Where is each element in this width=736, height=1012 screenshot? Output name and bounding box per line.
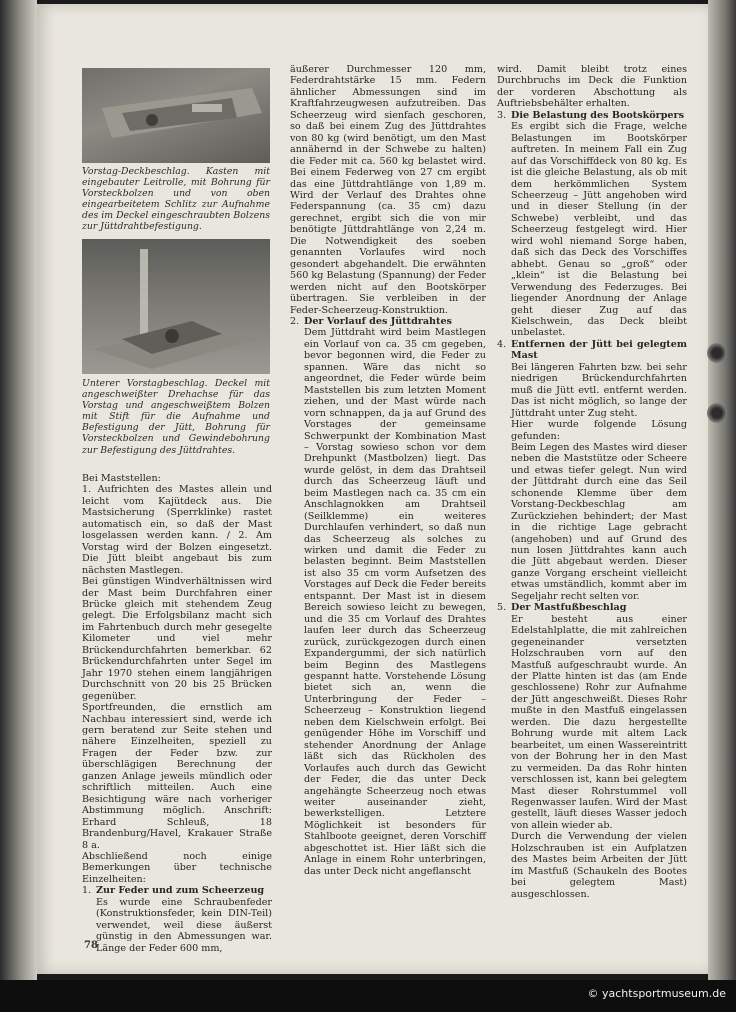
paragraph: Durch die Verwendung der vielen Holzschrauben ist ein Aufplatzen des Mastes beim Arbeiten der Jütt im Mastfuß (Schaukeln des Bootes bei gelegtem Mast) ausgeschlossen. [511, 831, 687, 900]
list-number: 3. [497, 109, 507, 121]
column-middle [290, 64, 486, 877]
paragraph: Es ergibt sich die Frage, welche Belastungen im Bootskörper auftreten. In meinem Fall ein Zug auf das Vorschiffdeck von 80 kg. Es ist die gleiche Belastung, als ob mit dem herkömmlichen System Scheerzeug – Jütt angehoben wird und in dieser Stellung (in der Schwebe) verbleibt, und das Scheerzeug festgelegt wird. Hier wird wohl niemand Sorge haben, daß sich das Deck des Vorschiffes abhebt. Genau so „groß“ oder „klein“ ist die Belastung bei Verwendung des Federzuges. Bei liegender Anordnung der Anlage geht dieser Zug auf das Kielschwein, das Deck bleibt unbelastet. [511, 121, 687, 339]
list-item [82, 885, 272, 954]
section-heading: Der Vorlauf des Jüttdrahtes [304, 315, 452, 327]
list-item [290, 316, 486, 877]
paragraph: Dem Jüttdraht wird beim Mastlegen ein Vorlauf von ca. 35 cm gegeben, bevor begonnen wird, die Feder zu spannen. Wäre das nicht so angeordnet, die Feder würde beim Maststellen bis zum letzten Moment ziehen, und der Mast würde nach vorn schnappen, da ja auf Grund des Vorstages der gemeinsame Schwerpunkt der Kombination Mast – Vorstag sowieso schon vor dem Drehpunkt (Mastbolzen) liegt. Das wurde gelöst, in dem das Drahtseil durch das Scheerzeug läuft und beim Mastlegen nach ca. 35 cm ein Anschlagnokken am Drahtseil (Seilklemme) ein weiteres Durchlaufen verhindert, so daß nun das Scheerzeug als solches zu wirken und damit die Feder zu belasten beginnt. Beim Maststellen ist also 35 cm vorm Aufsetzen des Vorstages auf Deck die Feder bereits entspannt. Der Mast ist in diesem Bereich sowieso leicht zu bewegen, und die 35 cm Vorlauf des Drahtes laufen leer durch das Scheerzeug zurück, zurückgezogen durch einen Expandergummi, der sich natürlich beim Beginn des Mastlegens gespannt hatte. Vorstehende Lösung bietet sich an, wenn die Unterbringung der Feder – Scheerzeug – Konstruktion liegend neben dem Kielschwein erfolgt. Bei genügender Höhe im Vorschiff und stehender Anordnung der Anlage läßt sich das Rückholen des Vorlaufes auch durch das Gewicht der Feder, die das unter Deck angehängte Scheerzeug noch etwas weiter auseinander zieht, bewerkstelligen. Letztere Möglichkeit ist besonders für Stahlboote geeignet, deren Vorschiff abgeschottet ist. Hier läßt sich die Anlage in einem Rohr unterbringen, das unter Deck nicht angeflanscht [304, 327, 486, 877]
page-number: 78 [84, 940, 98, 951]
list-number: 4. [497, 338, 507, 350]
column-right [497, 64, 687, 900]
binder-ring [707, 343, 727, 363]
section-heading: Der Mastfußbeschlag [511, 602, 627, 614]
photo-deck-fitting [82, 68, 270, 163]
photo-lower-forestay-fitting [82, 239, 270, 374]
caption-lower-forestay-fitting: Unterer Vorstagbeschlag. Deckel mit angeschweißter Drehachse für das Vorstag und angeschweißtem Bolzen mit Stift für die Aufnahme und Befestigung der Jütt, Bohrung für Vorsteckbolzen und Gewindebohrung zur Befestigung des Jüttdrahtes. [82, 378, 270, 456]
section-heading: Entfernen der Jütt bei gelegtem Mast [511, 338, 687, 362]
facing-page-edge [708, 0, 736, 980]
paragraph: Es wurde eine Schraubenfeder (Konstruktionsfeder, kein DIN-Teil) verwendet, weil diese äußerst günstig in den Abmessungen war. Länge der Feder 600 mm, [96, 896, 272, 954]
copyright-credit: © yachtsportmuseum.de [587, 987, 726, 1000]
section-heading: Zur Feder und zum Scheerzeug [96, 885, 265, 897]
paragraph: Sportfreunden, die ernstlich am Nachbau interessiert sind, werde ich gern beratend zur Seite stehen und nähere Einzelheiten, speziell zu Fragen der Feder bzw. zur überschlägigen Berechnung der ganzen Anlage jeweils mündlich oder schriftlich mitteilen. Auch eine Besichtigung wäre nach vorheriger Abstimmung möglich. Anschrift: Erhard Schleuß, 18 Brandenburg/Havel, Krakauer Straße 8 a. [82, 702, 272, 851]
list-number: 1. [82, 885, 92, 897]
book-spine [0, 0, 37, 980]
binder-ring [707, 403, 727, 423]
section-heading: Die Belastung des Bootskörpers [511, 109, 684, 121]
column-left [82, 473, 272, 954]
list-item [497, 602, 687, 900]
list-number: 2. [290, 315, 300, 327]
list-item [497, 110, 687, 339]
paragraph: Bei Maststellen: [82, 473, 161, 484]
list-item [497, 339, 687, 602]
paragraph: Bei längeren Fahrten bzw. bei sehr niedrigen Brückendurchfahrten muß die Jütt evtl. entfernt werden. Das ist nicht möglich, so lange der Jüttdraht unter Zug steht. [511, 361, 687, 419]
deck-fitting-illustration [82, 68, 270, 163]
paragraph: äußerer Durchmesser 120 mm, Federdrahtstärke 15 mm. Federn ähnlicher Abmessungen sind im Kraftfahrzeugwesen aufzutreiben. Das Scheerzeug wird sienfach geschoren, so daß bei einem Zug des Jüttdrahtes von 80 kg (wird benötigt, um den Mast annähernd in der Schwebe zu halten) die Feder mit ca. 560 kg belastet wird. Bei einem Federweg von 27 cm ergibt das eine Jüttdrahtlänge von 1,89 m. Wird der Verlauf des Drahtes ohne Federspannung (ca. 35 cm) dazu gerechnet, ergibt sich die von mir benötigte Jüttdrahtlänge von 2,24 m. Die Notwendigkeit des soeben genannten Vorlaufes wird noch gesondert abgehandelt. Die erwähnten 560 kg Belastung (Spannung) der Feder werden nicht auf den Bootskörper übertragen. Sie verbleiben in der Feder-Scheerzeug-Konstruktion. [290, 64, 486, 316]
paragraph: Er besteht aus einer Edelstahlplatte, die mit zahlreichen gegeneinander versetzten Holzschrauben vorn auf den Mastfuß aufgeschraubt wurde. An der Platte hinten ist das (am Ende geschlossene) Rohr zur Aufnahme der Jütt angeschweißt. Dieses Rohr mußte in den Mastfuß eingelassen werden. Die dazu hergestellte Bohrung wurde mit altem Lack bearbeitet, um einen Wassereintritt von der Bohrung her in den Mast zu vermeiden. Da das Rohr hinten verschlossen ist, kann bei gelegtem Mast dieser Rohrstummel voll Regenwasser laufen. Wird der Mast gestellt, läuft dieses Wasser jedoch von allein wieder ab. [511, 613, 687, 831]
paragraph: wird. Damit bleibt trotz eines Durchbruchs im Deck die Funktion der vorderen Abschottung als Auftriebsbehälter erhalten. [497, 64, 687, 110]
paragraph: Hier wurde folgende Lösung gefunden: [511, 419, 687, 442]
paragraph: Beim Legen des Mastes wird dieser neben die Maststütze oder Scheere und etwas tiefer gelegt. Nun wird der Jüttdraht durch eine das Seil schonende Klemme über dem Vorstang-Deckbeschlag am Zurückziehen behindert; der Mast in die richtige Lage gebracht (angehoben) und auf Grund des nun losen Jüttdrahtes kann auch die Jütt abgebaut werden. Dieser ganze Vorgang erscheint vielleicht etwas umständlich, kommt aber im Segeljahr recht selten vor. [511, 441, 687, 602]
forestay-fitting-illustration [82, 239, 270, 374]
paragraph: Bei günstigen Windverhältnissen wird der Mast beim Durchfahren einer Brücke gleich mit stehendem Zeug gelegt. Die Erfolgsbilanz macht sich im Fahrtenbuch durch mehr gesegelte Kilometer und viel mehr Brückendurchfahrten bemerkbar. 62 Brückendurchfahrten unter Segel im Jahr 1970 stehen einem langjährigen Durchschnitt von 20 bis 25 Brücken gegenüber. [82, 576, 272, 702]
paragraph: Abschließend noch einige Bemerkungen über technische Einzelheiten: [82, 850, 272, 885]
paragraph: 1. Aufrichten des Mastes allein und leicht vom Kajütdeck aus. Die Mastsicherung (Sperrklinke) rastet automatisch ein, so daß der Mast losgelassen werden kann. / 2. Am Vorstag wird der Bolzen eingesetzt. Die Jütt bleibt angebaut bis zum nächsten Mastlegen. [82, 484, 272, 576]
caption-deck-fitting: Vorstag-Deckbeschlag. Kasten mit eingebauter Leitrolle, mit Bohrung für Vorsteckbolzen und von oben eingearbeitetem Schlitz zur Aufnahme des im Deckel eingeschraubten Bolzens zur Jüttdrahtbefestigung. [82, 166, 270, 233]
list-number: 5. [497, 602, 507, 614]
